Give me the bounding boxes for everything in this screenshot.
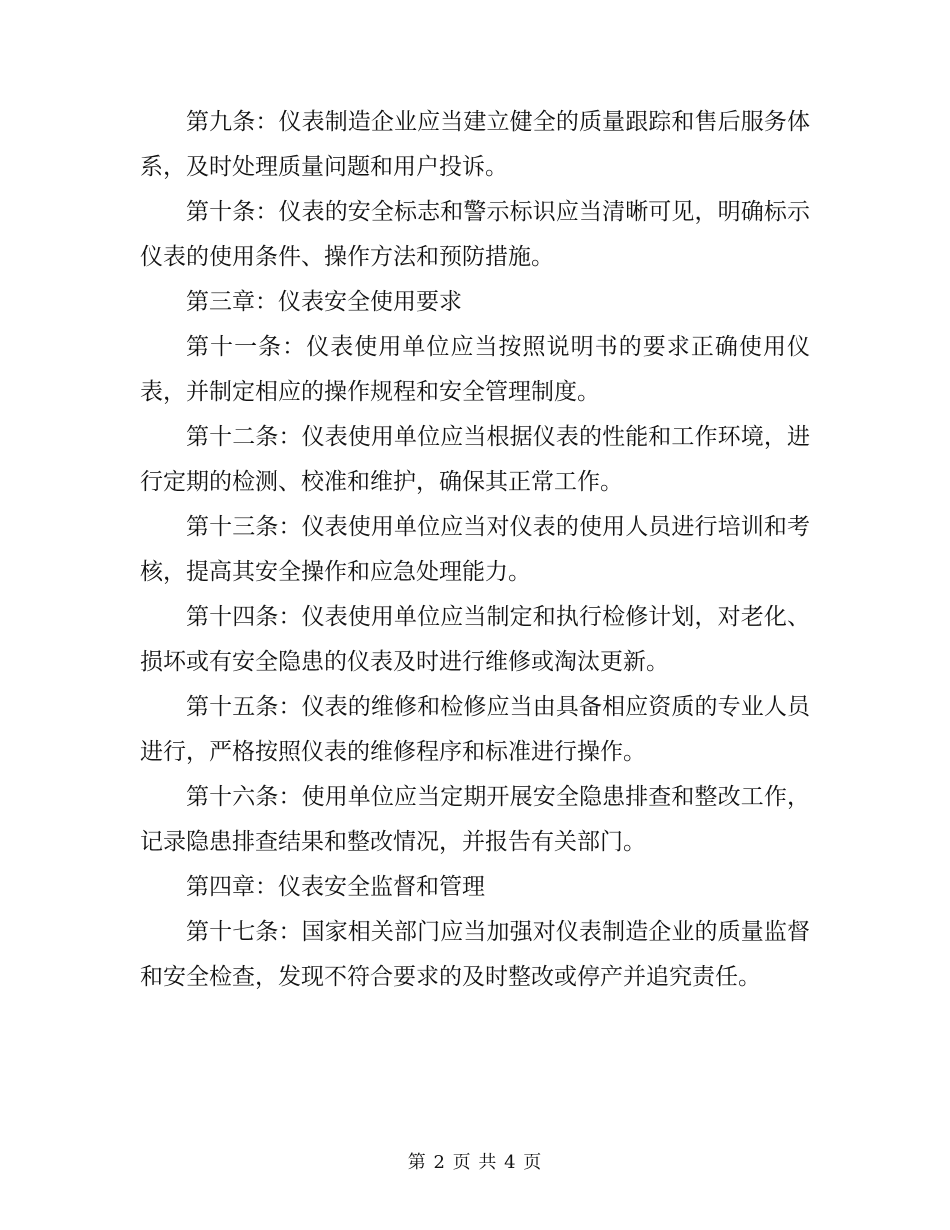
article-12-paragraph: 第十二条：仪表使用单位应当根据仪表的性能和工作环境，进行定期的检测、校准和维护，确保其正常工作。 (140, 424, 810, 495)
article-16-paragraph: 第十六条：使用单位应当定期开展安全隐患排查和整改工作，记录隐患排查结果和整改情况，并报告有关部门。 (140, 784, 810, 855)
chapter-4-heading: 第四章：仪表安全监督和管理 (186, 874, 485, 900)
article-11-paragraph: 第十一条：仪表使用单位应当按照说明书的要求正确使用仪表，并制定相应的操作规程和安全管理制度。 (140, 334, 810, 405)
page-number-footer: 第 2 页 共 4 页 (407, 1152, 543, 1173)
article-17-paragraph: 第十七条：国家相关部门应当加强对仪表制造企业的质量监督和安全检查，发现不符合要求的及时整改或停产并追究责任。 (140, 919, 810, 990)
document-body (140, 100, 810, 1000)
article-10-paragraph: 第十条：仪表的安全标志和警示标识应当清晰可见，明确标示仪表的使用条件、操作方法和预防措施。 (140, 199, 810, 270)
article-14-paragraph: 第十四条：仪表使用单位应当制定和执行检修计划，对老化、损坏或有安全隐患的仪表及时进行维修或淘汰更新。 (140, 604, 810, 675)
article-9-paragraph: 第九条：仪表制造企业应当建立健全的质量跟踪和售后服务体系，及时处理质量问题和用户投诉。 (140, 109, 810, 180)
chapter-3-heading: 第三章：仪表安全使用要求 (186, 289, 462, 315)
article-13-paragraph: 第十三条：仪表使用单位应当对仪表的使用人员进行培训和考核，提高其安全操作和应急处理能力。 (140, 514, 810, 585)
article-15-paragraph: 第十五条：仪表的维修和检修应当由具备相应资质的专业人员进行，严格按照仪表的维修程序和标准进行操作。 (140, 694, 810, 765)
